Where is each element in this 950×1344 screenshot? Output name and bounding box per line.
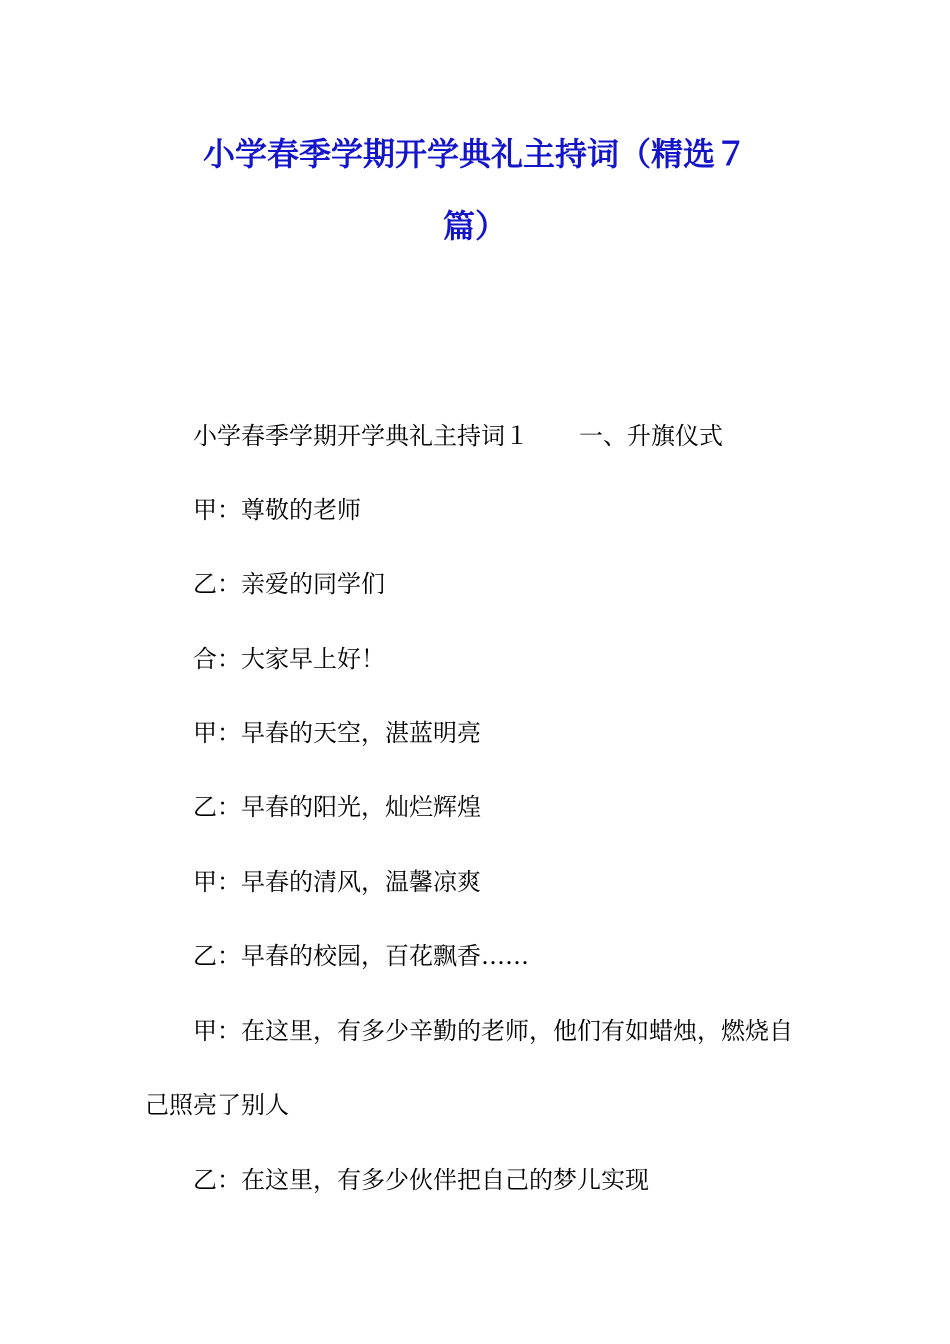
dialogue-line: 甲：尊敬的老师 (193, 496, 361, 524)
dialogue-line-wrapped-1: 甲：在这里，有多少辛勤的老师，他们有如蜡烛，燃烧自 (193, 1017, 793, 1045)
dialogue-line: 甲：早春的清风，温馨凉爽 (193, 868, 481, 896)
dialogue-line: 乙：早春的校园，百花飘香…… (193, 942, 529, 970)
dialogue-line: 合：大家早上好！ (193, 645, 385, 673)
section-heading-row (193, 420, 723, 452)
section-subheading: 一、升旗仪式 (579, 422, 723, 450)
dialogue-line: 乙：在这里，有多少伙伴把自己的梦儿实现 (193, 1166, 649, 1194)
dialogue-line: 甲：早春的天空，湛蓝明亮 (193, 719, 481, 747)
dialogue-line: 乙：亲爱的同学们 (193, 570, 385, 598)
dialogue-line: 乙：早春的阳光，灿烂辉煌 (193, 793, 481, 821)
document-title-line-1: 小学春季学期开学典礼主持词（精选７ (202, 135, 747, 173)
dialogue-line-wrapped-2: 己照亮了别人 (145, 1091, 289, 1119)
document-title-line-2: 篇） (442, 207, 507, 245)
section-heading: 小学春季学期开学典礼主持词１ (193, 422, 529, 450)
